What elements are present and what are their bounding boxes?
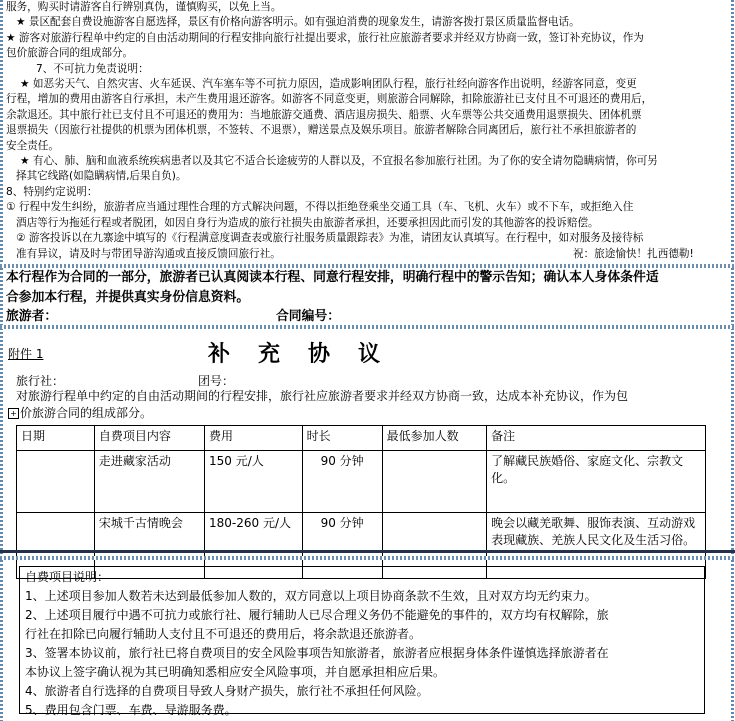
terms-line: ★ 有心、肺、脑和血液系统疾病患者以及其它不适合长途疲劳的人群以及，不宜报名参加旅行社团。为了你的安全请勿隐瞒病情，你可另 <box>20 155 658 168</box>
contract-number-label: 合同编号： <box>276 309 340 324</box>
cell-date <box>17 451 95 513</box>
terms-line-text: 准有异议，请及时与带团导游沟通或直接反馈回旅行社。 <box>16 247 281 260</box>
table-row <box>17 451 706 513</box>
terms-line: 服务，购买时请游客自行辨别真伪，谨慎购买，以免上当。 <box>6 1 282 13</box>
signature-line <box>6 307 730 327</box>
cell-note: 晚会以藏羌歌舞、服饰表演、互动游戏表现藏族、羌族人民文化及生活习俗。 <box>487 513 706 579</box>
agency-label: 旅行社： <box>16 374 65 388</box>
agency-line <box>16 372 235 389</box>
column-header-item: 自费项目内容 <box>94 426 204 451</box>
group-number-label: 团号： <box>198 374 235 388</box>
terms-section <box>6 0 730 262</box>
acknowledgement-line: 本行程作为合同的一部分，旅游者已认真阅读本行程、同意行程安排，明确行程中的警示告知；确认本人身体条件适 <box>6 270 659 285</box>
section-heading: 8、特别约定说明： <box>6 185 98 198</box>
page-title: 补充协议 <box>208 341 409 367</box>
terms-line: ② 游客投诉以在九寨途中填写的《行程满意度调查表或旅行社服务质量跟踪表》为准，请团友认真填写。在行程中，如对服务及接待标 <box>16 232 644 245</box>
terms-line: 退票损失（因旅行社提供的机票为团体机票，不签转、不退票），赠送景点及娱乐项目。旅游者解除合同离团后，旅行社不承担旅游者的 <box>6 124 637 137</box>
self-pay-notes <box>19 566 705 717</box>
cell-fee: 150 元/人 <box>205 451 303 513</box>
column-header-date: 日期 <box>17 426 95 451</box>
annex-label: 附件 1 <box>8 347 44 361</box>
column-header-note: 备注 <box>487 426 706 451</box>
notes-line: 5、费用包含门票、车费、导游服务费。 <box>25 703 237 717</box>
notes-line: 2、上述项目履行中遇不可抗力或旅行社、履行辅助人已尽合理义务仍不能避免的事件的，双方均有权解除，旅 <box>25 608 609 622</box>
cell-item: 走进藏家活动 <box>94 451 204 513</box>
terms-line: 安全责任。 <box>6 139 59 152</box>
left-border-line <box>0 0 3 721</box>
section-divider <box>0 556 735 560</box>
closing-wish: 祝：旅途愉快！扎西德勒! <box>573 247 694 260</box>
section-divider <box>0 325 735 329</box>
terms-line: 酒店等行为拖延行程或者脱团，如因自身行为造成的旅行社损失由旅游者承担，还要承担因此而引发的其他游客的投诉赔偿。 <box>16 216 599 229</box>
acknowledgement-block <box>6 268 730 327</box>
terms-line: 余款退还。其中旅行社已支付且不可退还的费用为：当地旅游交通费、酒店退房损失、船票、火车票等公共交通费用退票损失、团体机票 <box>6 108 642 121</box>
intro-line: 对旅游行程单中约定的自由活动期间的行程安排，旅行社应旅游者要求并经双方协商一致，达成本补充协议，作为包 <box>16 389 629 403</box>
table-header-row <box>17 426 706 451</box>
notes-line: 1、上述项目参加人数若未达到最低参加人数的，双方同意以上项目协商条款不生效，且对双方均无约束力。 <box>25 589 597 603</box>
notes-title: 自费项目说明： <box>25 570 110 584</box>
terms-line: ① 行程中发生纠纷，旅游者应当通过理性合理的方式解决问题，不得以拒绝登乘坐交通工具（车、飞机、火车）或不下车，或拒绝入住 <box>6 201 634 214</box>
notes-line: 4、旅游者自行选择的自费项目导致人身财产损失，旅行社不承担任何风险。 <box>25 684 429 698</box>
right-border-line <box>731 0 734 721</box>
column-header-min-people: 最低参加人数 <box>382 426 486 451</box>
cell-note: 了解藏民族婚俗、家庭文化、宗教文化。 <box>487 451 706 513</box>
cell-min-people <box>382 451 486 513</box>
terms-line: 择其它线路(如隐瞒病情,后果自负)。 <box>16 170 187 183</box>
terms-line: 包价旅游合同的组成部分。 <box>6 47 134 60</box>
anchor-icon: + <box>8 408 19 419</box>
cell-duration: 90 分钟 <box>302 451 382 513</box>
acknowledgement-line: 合参加本行程，并提供真实身份信息资料。 <box>6 289 250 305</box>
terms-line: 行程，增加的费用由游客自行承担，未产生费用退还游客。如游客不同意变更，则旅游合同解除，扣除旅游社已支付且不可退还的费用后， <box>6 93 653 106</box>
terms-line: ★ 景区配套自费设施游客自愿选择，景区有价格向游客明示。如有强迫消费的现象发生，请游客拨打景区质量监督电话。 <box>16 16 580 29</box>
agreement-intro <box>8 388 728 422</box>
intro-line-text: 价旅游合同的组成部分。 <box>20 406 153 420</box>
column-header-duration: 时长 <box>302 426 382 451</box>
tourist-label: 旅游者： <box>6 309 58 324</box>
notes-line: 行社在扣除已向履行辅助人支付且不可退还的费用后，将余款退还旅游者。 <box>25 627 422 641</box>
section-divider-solid <box>0 550 735 553</box>
cell-duration: 90 分钟 <box>302 513 382 579</box>
notes-line: 本协议上签字确认视为其已明确知悉相应安全风险事项，并自愿承担相应后果。 <box>25 665 446 679</box>
cell-item: 宋城千古情晚会 <box>94 513 204 579</box>
terms-line: ★ 如恶劣天气、自然灾害、火车延误、汽车塞车等不可抗力原因，造成影响团队行程，旅行社经向游客作出说明，经游客同意，变更 <box>20 78 637 91</box>
terms-line: ★ 游客对旅游行程单中约定的自由活动期间的行程安排向旅行社提出要求，旅行社应旅游者要求并经双方协商一致，签订补充协议，作为 <box>6 31 644 44</box>
section-heading: 7、不可抗力免责说明： <box>36 62 149 75</box>
column-header-fee: 费用 <box>205 426 303 451</box>
intro-line-2 <box>8 405 728 422</box>
terms-line <box>6 247 730 262</box>
cell-fee: 180-260 元/人 <box>205 513 303 579</box>
notes-line: 3、签署本协议前，旅行社已将自费项目的安全风险事项告知旅游者，旅游者应根据身体条件谨慎选择旅游者在 <box>25 646 609 660</box>
